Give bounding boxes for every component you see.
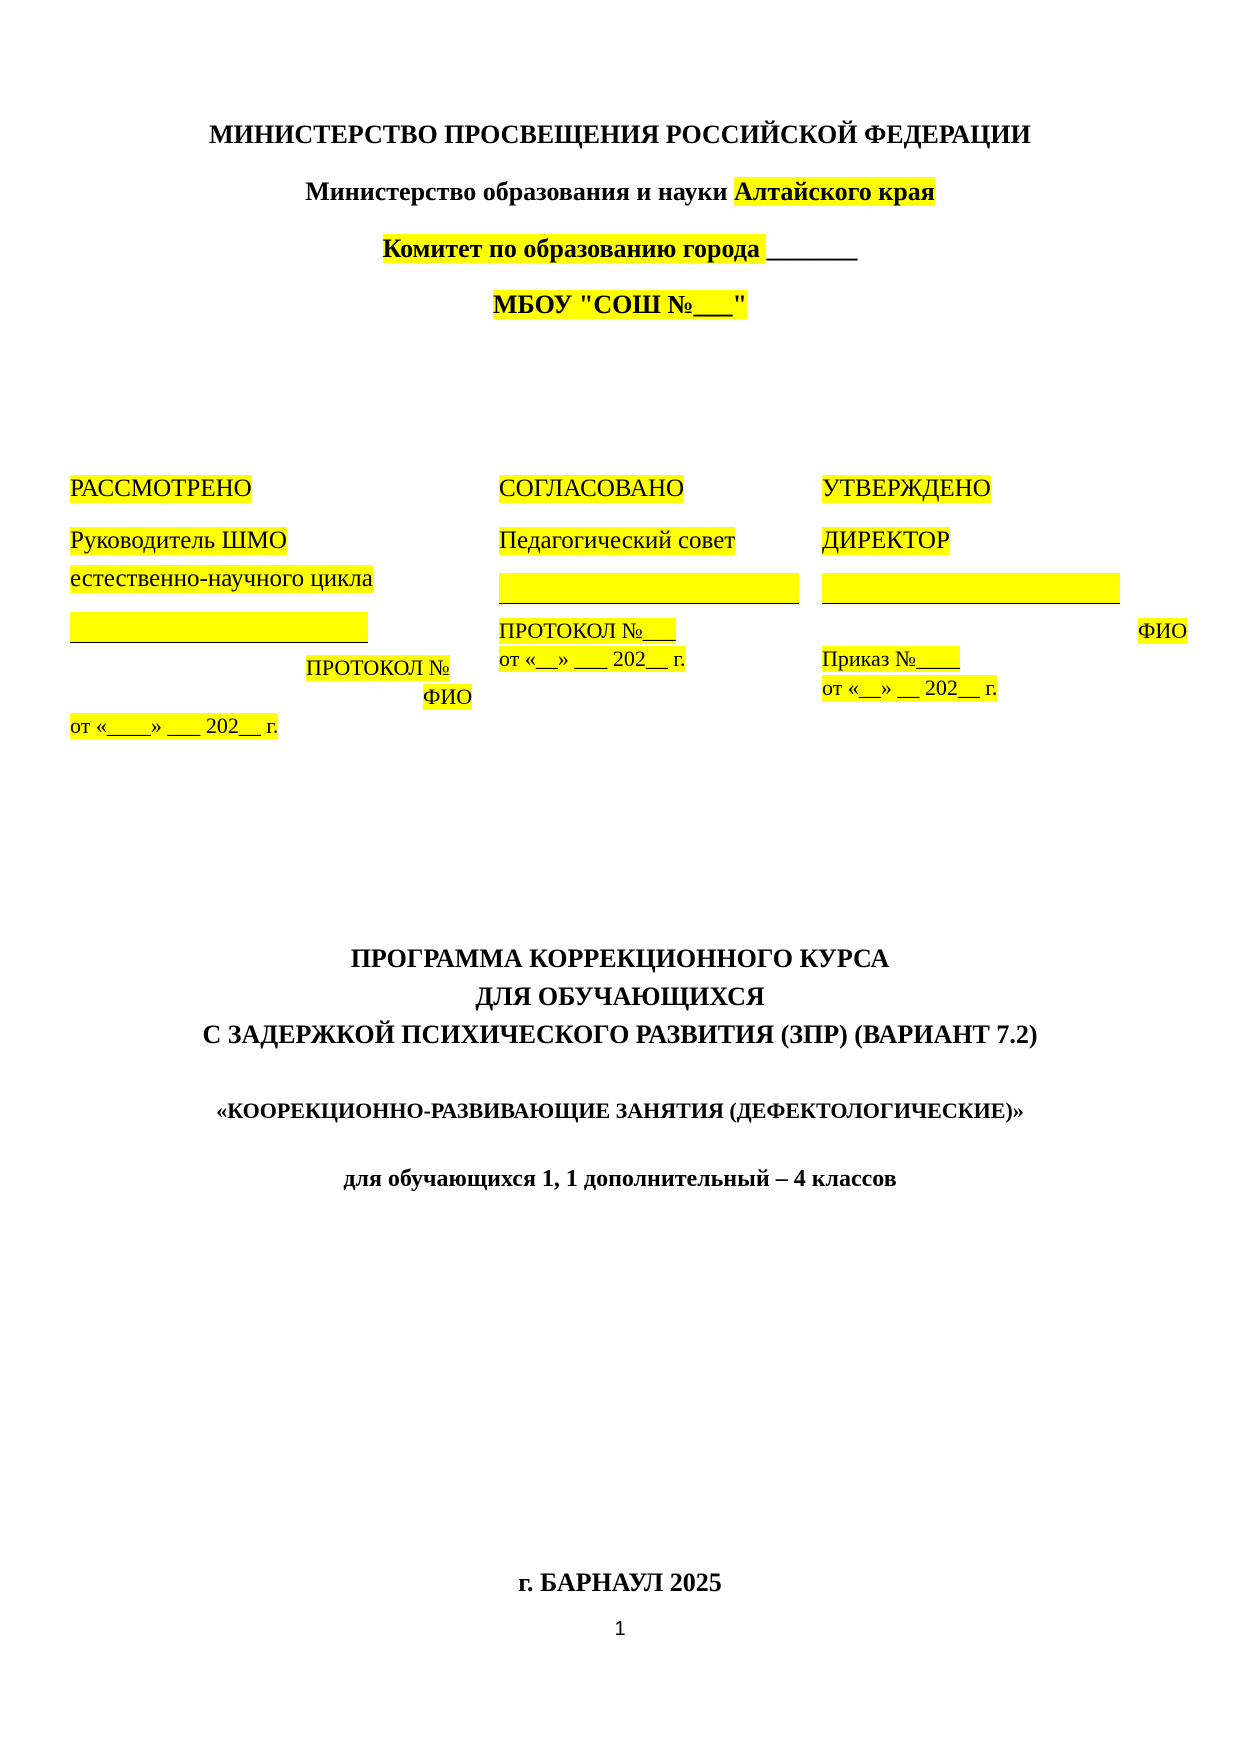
ministry-title: МИНИСТЕРСТВО ПРОСВЕЩЕНИЯ РОССИЙСКОЙ ФЕДЕРАЦИИ — [209, 120, 1031, 149]
approved-title: УТВЕРЖДЕНО — [822, 475, 991, 502]
agreed-role: Педагогический совет — [499, 527, 736, 554]
agreed-protocol: ПРОТОКОЛ №___ — [499, 618, 676, 643]
committee-line — [0, 234, 1240, 264]
school-name: МБОУ "СОШ №___" — [493, 290, 747, 319]
reviewed-role-line2: естественно-научного цикла — [70, 565, 373, 592]
approved-fio: ФИО — [1138, 618, 1188, 643]
program-title-line3: С ЗАДЕРЖКОЙ ПСИХИЧЕСКОГО РАЗВИТИЯ (ЗПР) (ВАРИАНТ 7.2) — [202, 1020, 1038, 1049]
reviewed-title: РАССМОТРЕНО — [70, 475, 252, 502]
approved-role: ДИРЕКТОР — [822, 527, 950, 554]
regional-ministry-prefix: Министерство образования и науки — [305, 177, 734, 206]
agreed-signature-line — [499, 573, 799, 604]
approved-signature-line — [822, 573, 1120, 604]
regional-ministry-region: Алтайского края — [733, 177, 935, 206]
reviewed-protocol: ПРОТОКОЛ № — [306, 655, 450, 680]
page-number: 1 — [614, 1618, 626, 1640]
approved-order: Приказ №____ — [822, 646, 960, 671]
committee-city-blank: _______ — [766, 234, 858, 263]
reviewed-role: Руководитель ШМО — [70, 527, 287, 554]
course-name: «КООРЕКЦИОННО-РАЗВИВАЮЩИЕ ЗАНЯТИЯ (ДЕФЕКТОЛОГИЧЕСКИЕ)» — [216, 1098, 1024, 1123]
city-year: г. БАРНАУЛ 2025 — [518, 1568, 722, 1597]
program-title-line2: ДЛЯ ОБУЧАЮЩИХСЯ — [475, 982, 765, 1011]
approved-date: от «__» __ 202__ г. — [822, 675, 998, 700]
program-title-line1: ПРОГРАММА КОРРЕКЦИОННОГО КУРСА — [350, 944, 890, 973]
committee-label: Комитет по образованию города — [382, 234, 767, 263]
agreed-date: от «__» ___ 202__ г. — [499, 646, 686, 671]
reviewed-fio: ФИО — [423, 684, 473, 709]
reviewed-date: от «____» ___ 202__ г. — [70, 713, 279, 738]
reviewed-signature-line — [70, 612, 368, 643]
audience-line: для обучающихся 1, 1 дополнительный – 4 классов — [343, 1166, 897, 1192]
agreed-title: СОГЛАСОВАНО — [499, 475, 685, 502]
school-line — [0, 290, 1240, 320]
regional-ministry-line — [0, 177, 1240, 207]
